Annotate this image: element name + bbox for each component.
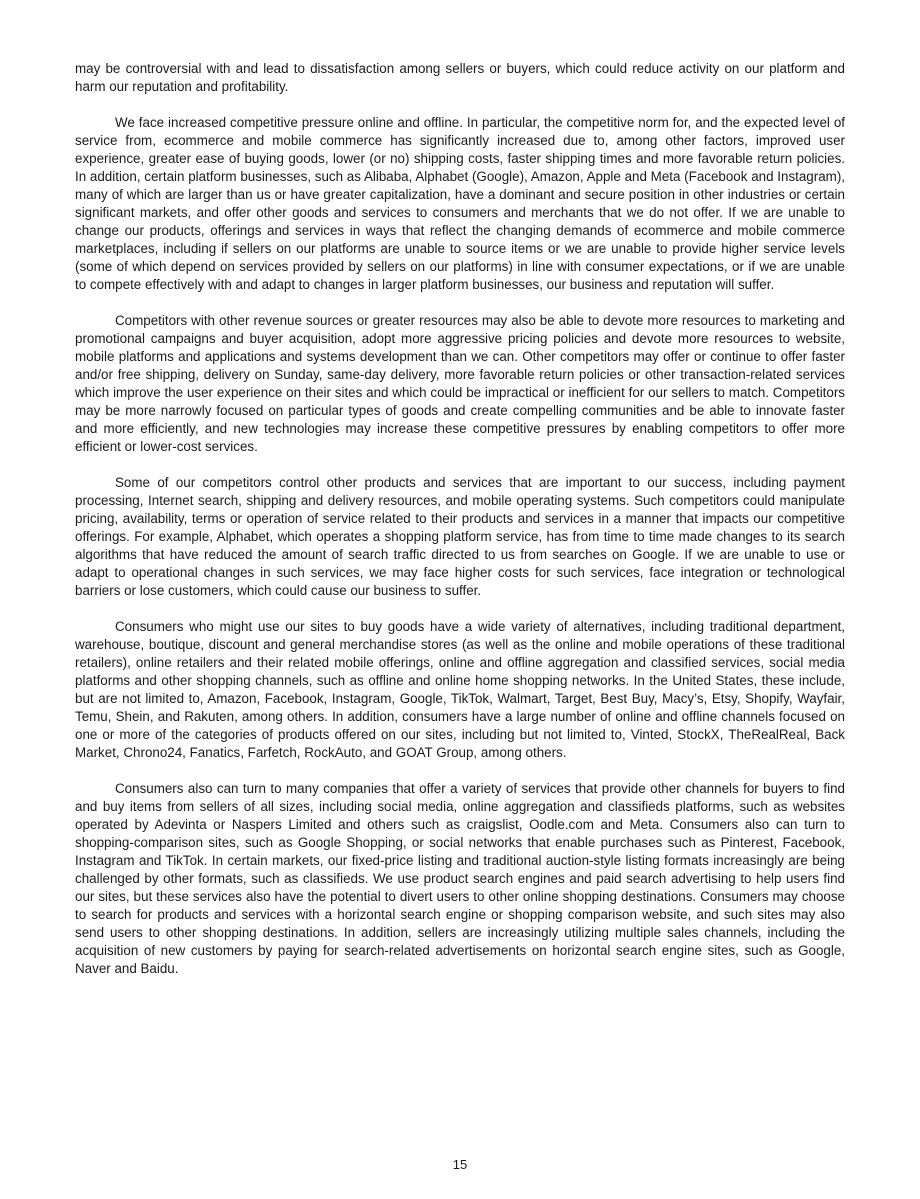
document-body	[75, 60, 845, 996]
paragraph-5: Consumers who might use our sites to buy goods have a wide variety of alternatives, including traditional department, warehouse, boutique, discount and general merchandise stores (as well as the online and mobile operations of these traditional retailers), online retailers and their related mobile offerings, online and offline aggregation and classified services, social media platforms and other shopping channels, such as offline and online home shopping networks. In the United States, these include, but are not limited to, Amazon, Facebook, Instagram, Google, TikTok, Walmart, Target, Best Buy, Macy’s, Etsy, Shopify, Wayfair, Temu, Shein, and Rakuten, among others. In addition, consumers have a large number of online and offline channels focused on one or more of the categories of products offered on our sites, including but not limited to, Vinted, StockX, TheRealReal, Back Market, Chrono24, Fanatics, Farfetch, RockAuto, and GOAT Group, among others.	[75, 619, 845, 760]
page-number: 15	[452, 1157, 468, 1172]
paragraph-4: Some of our competitors control other products and services that are important to our success, including payment processing, Internet search, shipping and delivery resources, and mobile operating systems. Such competitors could manipulate pricing, availability, terms or operation of service related to their products and services in a manner that impacts our competitive offerings. For example, Alphabet, which operates a shopping platform service, has from time to time made changes to its search algorithms that have reduced the amount of search traffic directed to us from searches on Google. If we are unable to use or adapt to operational changes in such services, we may face higher costs for such services, face integration or technological barriers or lose customers, which could cause our business to suffer.	[75, 475, 845, 598]
paragraph-6: Consumers also can turn to many companies that offer a variety of services that provide other channels for buyers to find and buy items from sellers of all sizes, including social media, online aggregation and classifieds platforms, such as websites operated by Adevinta or Naspers Limited and others such as craigslist, Oodle.com and Meta. Consumers also can turn to shopping-comparison sites, such as Google Shopping, or social networks that enable purchases such as Pinterest, Facebook, Instagram and TikTok. In certain markets, our fixed-price listing and traditional auction-style listing formats increasingly are being challenged by other formats, such as classifieds. We use product search engines and paid search advertising to help users find our sites, but these services also have the potential to divert users to other online shopping destinations. Consumers may choose to search for products and services with a horizontal search engine or shopping comparison website, and such sites may also send users to other shopping destinations. In addition, sellers are increasingly utilizing multiple sales channels, including the acquisition of new customers by paying for search-related advertisements on horizontal search engine sites, such as Google, Naver and Baidu.	[75, 781, 845, 976]
paragraph-3: Competitors with other revenue sources or greater resources may also be able to devote more resources to marketing and promotional campaigns and buyer acquisition, adopt more aggressive pricing policies and devote more resources to website, mobile platforms and applications and systems development than we can. Other competitors may offer or continue to offer faster and/or free shipping, delivery on Sunday, same-day delivery, more favorable return policies or other transaction-related services which improve the user experience on their sites and which could be impractical or inefficient for our sellers to match. Competitors may be more narrowly focused on particular types of goods and create compelling communities and be able to innovate faster and more efficiently, and new technologies may increase these competitive pressures by enabling competitors to offer more efficient or lower-cost services.	[75, 313, 845, 454]
paragraph-1: may be controversial with and lead to dissatisfaction among sellers or buyers, which could reduce activity on our platform and harm our reputation and profitability.	[75, 61, 845, 94]
paragraph-2: We face increased competitive pressure online and offline. In particular, the competitive norm for, and the expected level of service from, ecommerce and mobile commerce has significantly increased due to, among other factors, improved user experience, greater ease of buying goods, lower (or no) shipping costs, faster shipping times and more favorable return policies. In addition, certain platform businesses, such as Alibaba, Alphabet (Google), Amazon, Apple and Meta (Facebook and Instagram), many of which are larger than us or have greater capitalization, have a dominant and secure position in other industries or certain significant markets, and offer other goods and services to consumers and merchants that we do not offer. If we are unable to change our products, offerings and services in ways that reflect the changing demands of ecommerce and mobile commerce marketplaces, including if sellers on our platforms are unable to source items or we are unable to provide higher service levels (some of which depend on services provided by sellers on our platforms) in line with consumer expectations, or if we are unable to compete effectively with and adapt to changes in larger platform businesses, our business and reputation will suffer.	[75, 115, 845, 292]
